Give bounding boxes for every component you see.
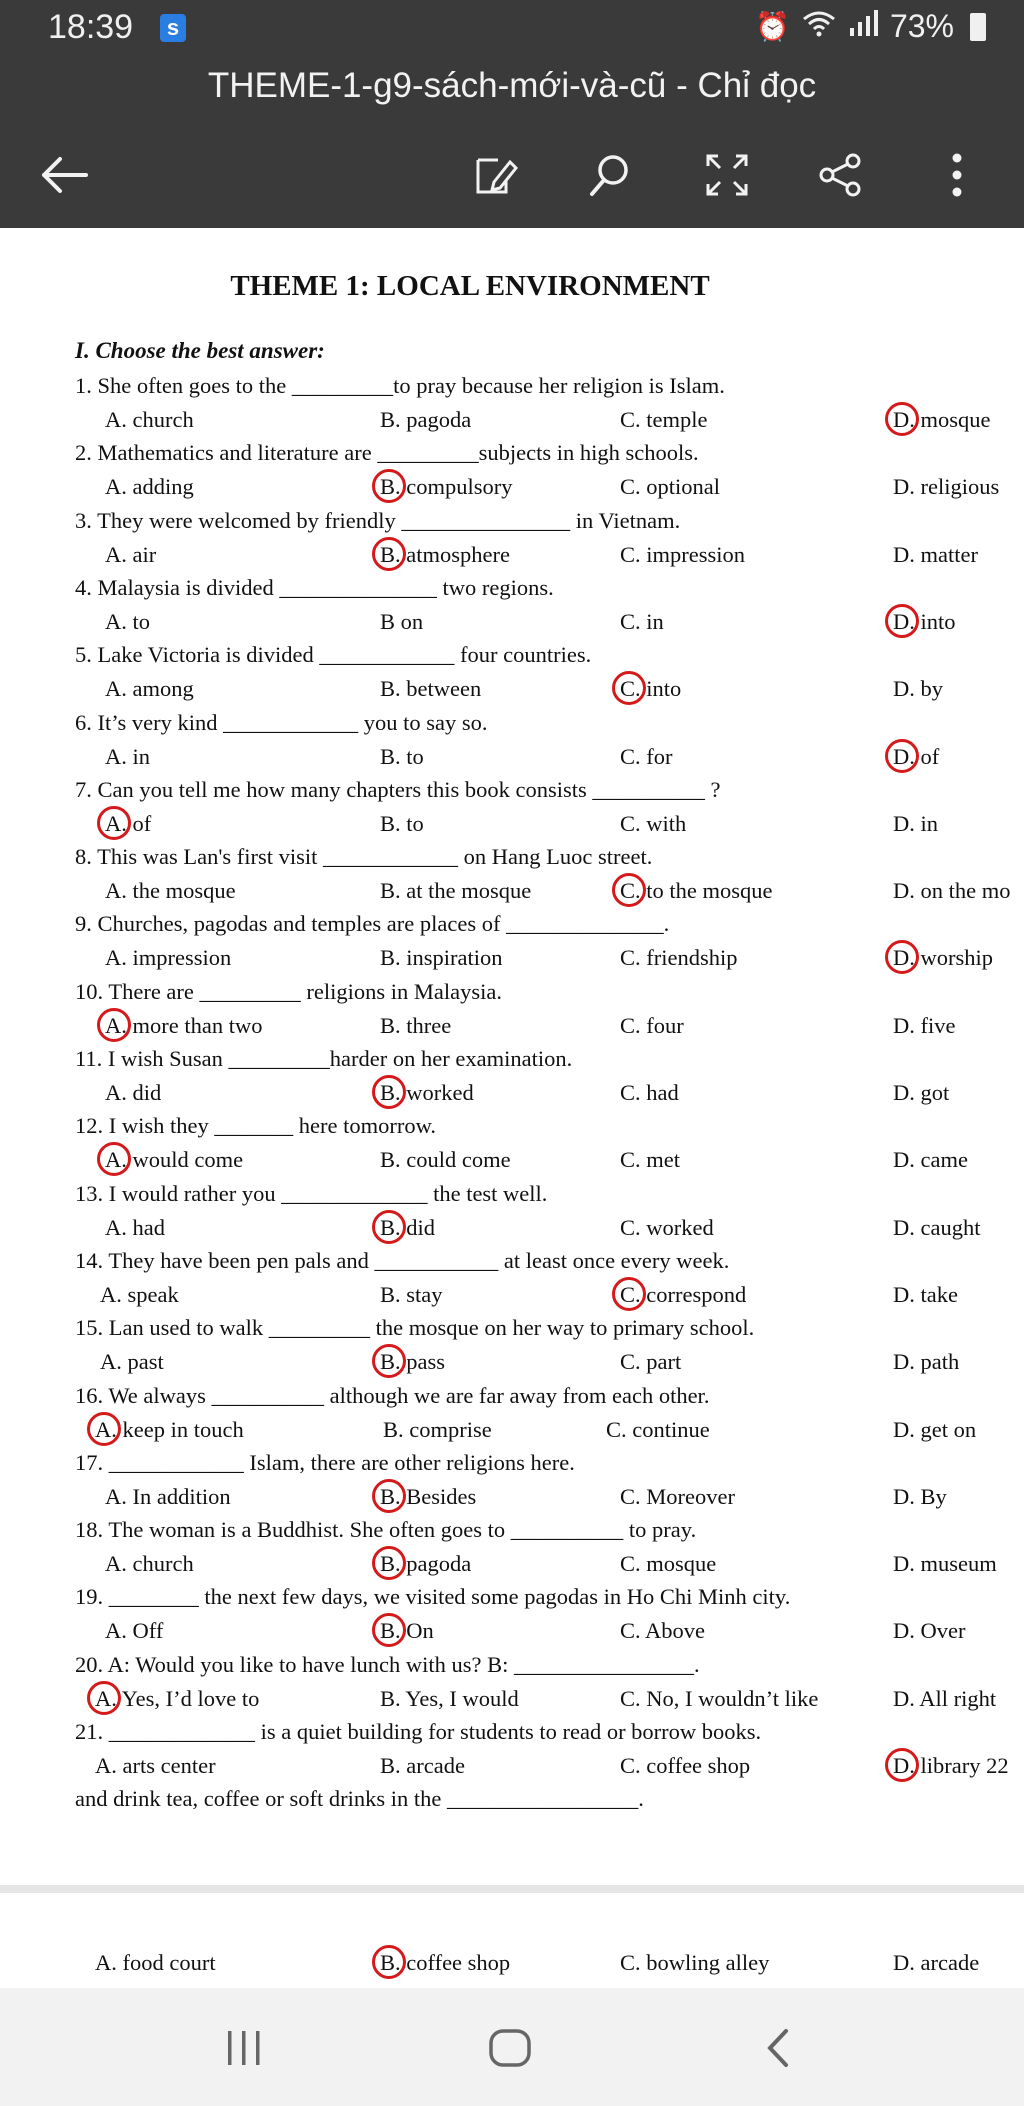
answer-option: A. speak bbox=[100, 1281, 179, 1307]
answer-option: B on bbox=[380, 608, 424, 634]
signal-icon bbox=[848, 10, 878, 43]
answer-option: A. food court bbox=[95, 1950, 216, 1975]
answer-option: A. past bbox=[100, 1349, 164, 1375]
answer-option: B. coffee shop bbox=[380, 1950, 511, 1975]
question-text: 19. ________ the next few days, we visited some pagodas in Ho Chi Minh city. bbox=[75, 1584, 791, 1610]
answer-option: C. Moreover bbox=[620, 1483, 735, 1509]
answer-option: D. get on bbox=[893, 1416, 977, 1442]
answer-option: B. pass bbox=[380, 1349, 446, 1375]
answer-option: C. Above bbox=[620, 1618, 706, 1644]
answer-circle-mark bbox=[372, 1479, 406, 1513]
edit-pen-icon[interactable] bbox=[460, 140, 530, 210]
answer-circle-mark bbox=[885, 604, 919, 638]
answer-option: A. of bbox=[105, 810, 152, 836]
answer-option: A. In addition bbox=[105, 1483, 231, 1509]
answer-option: B. atmosphere bbox=[380, 541, 510, 567]
answer-option: A. did bbox=[105, 1080, 162, 1105]
answer-option: C. friendship bbox=[620, 945, 738, 971]
title-bar bbox=[0, 60, 1024, 228]
question-text: 13. I would rather you _____________ the test well. bbox=[75, 1180, 548, 1206]
answer-option: B. three bbox=[380, 1012, 452, 1038]
question-text: 11. I wish Susan _________harder on her examination. bbox=[75, 1046, 573, 1071]
battery-percent: 73% bbox=[889, 8, 954, 44]
question-text: 17. ____________ Islam, there are other religions here. bbox=[75, 1449, 575, 1475]
answer-option: D. Over bbox=[893, 1618, 966, 1644]
answer-option: A. more than two bbox=[105, 1012, 263, 1038]
answer-circle-mark bbox=[87, 1681, 121, 1715]
answer-option: C. continue bbox=[606, 1416, 710, 1442]
continuation-line: and drink tea, coffee or soft drinks in the _________________. bbox=[75, 1786, 644, 1811]
answer-circle-mark bbox=[97, 806, 131, 840]
answer-option: C. mosque bbox=[620, 1551, 717, 1577]
question-text: 7. Can you tell me how many chapters this book consists __________ ? bbox=[75, 776, 721, 802]
answer-circle-mark bbox=[87, 1412, 121, 1446]
answer-option: D. by bbox=[893, 676, 943, 702]
answer-circle-mark bbox=[372, 1075, 406, 1109]
answer-option: C. part bbox=[620, 1349, 682, 1375]
answer-option: A. keep in touch bbox=[95, 1416, 244, 1442]
question-text: 9. Churches, pagodas and temples are places of ______________. bbox=[75, 911, 670, 937]
answer-option: A. arts center bbox=[95, 1753, 216, 1778]
alarm-icon: ⏰ bbox=[755, 11, 790, 42]
answer-option: B. worked bbox=[380, 1080, 474, 1105]
answer-option: D. All right bbox=[893, 1685, 997, 1711]
answer-option: B. pagoda bbox=[380, 1551, 472, 1577]
section-title: I. Choose the best answer: bbox=[75, 338, 325, 363]
status-time: 18:39 bbox=[48, 8, 134, 46]
answer-option: A. impression bbox=[105, 945, 232, 971]
answer-option: D. take bbox=[893, 1281, 958, 1307]
question-text: 16. We always __________ although we are far away from each other. bbox=[75, 1382, 710, 1408]
answer-option: B. compulsory bbox=[380, 474, 513, 500]
answer-circle-mark bbox=[612, 873, 646, 907]
answer-option: B. at the mosque bbox=[380, 878, 532, 904]
answer-option: B. comprise bbox=[383, 1416, 492, 1442]
page-divider bbox=[0, 1885, 1024, 1893]
answer-option: B. inspiration bbox=[380, 945, 503, 971]
answer-option: B. between bbox=[380, 676, 482, 702]
answer-option: D. worship bbox=[893, 945, 993, 971]
answer-option: B. On bbox=[380, 1618, 434, 1644]
question-text: 1. She often goes to the _________to pray because her religion is Islam. bbox=[75, 373, 725, 398]
answer-option: B. could come bbox=[380, 1147, 511, 1173]
answer-option: D. of bbox=[893, 743, 940, 769]
answer-option: D. library 22 bbox=[893, 1753, 1009, 1778]
answer-circle-mark bbox=[372, 1344, 406, 1378]
answer-option: D. matter bbox=[893, 541, 978, 567]
battery-icon bbox=[970, 13, 986, 41]
answer-circle-mark bbox=[885, 1748, 919, 1782]
question-text: 2. Mathematics and literature are _________subjects in high schools. bbox=[75, 440, 699, 466]
answer-option: D. got bbox=[893, 1080, 950, 1105]
answer-option: D. religious bbox=[893, 474, 1000, 500]
answer-option: D. mosque bbox=[893, 407, 991, 432]
question-text: 10. There are _________ religions in Malaysia. bbox=[75, 978, 502, 1004]
document-heading: THEME 1: LOCAL ENVIRONMENT bbox=[230, 270, 710, 302]
answer-option: A. Off bbox=[105, 1618, 164, 1644]
question-text: 18. The woman is a Buddhist. She often goes to __________ to pray. bbox=[75, 1517, 697, 1543]
search-icon[interactable] bbox=[575, 140, 645, 210]
answer-option: C. in bbox=[620, 608, 664, 634]
document-title: THEME-1-g9-sách-mới-và-cũ - Chỉ đọc bbox=[207, 66, 817, 105]
question-text: 20. A: Would you like to have lunch with us? B: ________________. bbox=[75, 1651, 700, 1677]
answer-option: D. in bbox=[893, 810, 938, 836]
wifi-icon bbox=[802, 9, 836, 44]
document-page[interactable] bbox=[0, 228, 1024, 1975]
answer-option: D. path bbox=[893, 1349, 960, 1375]
answer-option: C. correspond bbox=[620, 1281, 747, 1307]
answer-circle-mark bbox=[372, 537, 406, 571]
answer-option: C. with bbox=[620, 810, 687, 836]
app-notification-icon: s bbox=[160, 14, 186, 42]
back-icon[interactable] bbox=[745, 2016, 809, 2080]
answer-option: C. worked bbox=[620, 1214, 714, 1240]
answer-option: C. No, I wouldn’t like bbox=[620, 1685, 819, 1711]
navigation-bar bbox=[0, 1988, 1024, 2106]
question-text: 4. Malaysia is divided ______________ two regions. bbox=[75, 574, 554, 600]
answer-option: C. had bbox=[620, 1080, 679, 1105]
answer-option: C. impression bbox=[620, 541, 746, 567]
answer-option: B. pagoda bbox=[380, 407, 472, 432]
answer-option: C. into bbox=[620, 676, 682, 702]
answer-option: B. stay bbox=[380, 1281, 443, 1307]
question-text: 5. Lake Victoria is divided ____________ four countries. bbox=[75, 642, 592, 668]
answer-option: C. met bbox=[620, 1147, 680, 1173]
back-arrow-icon[interactable] bbox=[30, 140, 100, 210]
answer-option: A. in bbox=[105, 743, 150, 769]
question-text: 14. They have been pen pals and ___________ at least once every week. bbox=[75, 1247, 730, 1273]
more-vertical-icon[interactable] bbox=[922, 140, 992, 210]
answer-option: B. arcade bbox=[380, 1753, 465, 1778]
answer-option: A. church bbox=[105, 407, 194, 432]
answer-option: B. to bbox=[380, 743, 424, 769]
answer-option: D. on the mo bbox=[893, 878, 1011, 904]
answer-option: D. came bbox=[893, 1147, 968, 1173]
answer-option: C. optional bbox=[620, 474, 720, 500]
question-text: 15. Lan used to walk _________ the mosque on her way to primary school. bbox=[75, 1315, 755, 1341]
answer-option: B. to bbox=[380, 810, 424, 836]
status-bar bbox=[0, 0, 1024, 60]
recent-apps-icon[interactable] bbox=[212, 2016, 276, 2080]
answer-option: C. four bbox=[620, 1012, 684, 1038]
fullscreen-icon[interactable] bbox=[692, 140, 762, 210]
question-text: 6. It’s very kind ____________ you to say so. bbox=[75, 709, 488, 735]
answer-option: A. would come bbox=[105, 1147, 244, 1173]
answer-option: D. into bbox=[893, 608, 956, 634]
answer-option: C. coffee shop bbox=[620, 1753, 751, 1778]
answer-option: A. church bbox=[105, 1551, 194, 1577]
answer-option: A. the mosque bbox=[105, 878, 236, 904]
home-icon[interactable] bbox=[478, 2016, 542, 2080]
answer-option: D. caught bbox=[893, 1214, 981, 1240]
question-text: 21. _____________ is a quiet building for students to read or borrow books. bbox=[75, 1719, 762, 1744]
answer-option: B. did bbox=[380, 1214, 436, 1240]
question-text: 12. I wish they _______ here tomorrow. bbox=[75, 1113, 436, 1139]
question-text: 3. They were welcomed by friendly _______________ in Vietnam. bbox=[75, 507, 681, 533]
answer-option: C. to the mosque bbox=[620, 878, 773, 904]
answer-circle-mark bbox=[97, 1008, 131, 1042]
answer-option: A. adding bbox=[105, 474, 194, 500]
answer-circle-mark bbox=[885, 739, 919, 773]
answer-option: A. had bbox=[105, 1214, 165, 1240]
answer-option: A. Yes, I’d love to bbox=[95, 1685, 260, 1711]
answer-option: C. for bbox=[620, 743, 673, 769]
answer-circle-mark bbox=[372, 1546, 406, 1580]
answer-option: C. temple bbox=[620, 407, 708, 432]
answer-option: A. among bbox=[105, 676, 194, 702]
answer-option: A. to bbox=[105, 608, 150, 634]
answer-option: B. Yes, I would bbox=[380, 1685, 519, 1711]
answer-option: B. Besides bbox=[380, 1483, 477, 1509]
answer-circle-mark bbox=[372, 1945, 406, 1979]
answer-circle-mark bbox=[612, 671, 646, 705]
share-icon[interactable] bbox=[805, 140, 875, 210]
answer-option: D. By bbox=[893, 1483, 947, 1509]
status-icons bbox=[755, 8, 986, 45]
question-text: 8. This was Lan's first visit ____________ on Hang Luoc street. bbox=[75, 844, 653, 870]
answer-circle-mark bbox=[372, 1210, 406, 1244]
answer-circle-mark bbox=[885, 402, 919, 436]
answer-option: D. museum bbox=[893, 1551, 997, 1577]
answer-option: D. five bbox=[893, 1012, 956, 1038]
answer-option: D. arcade bbox=[893, 1950, 980, 1975]
answer-option: A. air bbox=[105, 541, 157, 567]
answer-circle-mark bbox=[612, 1277, 646, 1311]
answer-option: C. bowling alley bbox=[620, 1950, 770, 1975]
